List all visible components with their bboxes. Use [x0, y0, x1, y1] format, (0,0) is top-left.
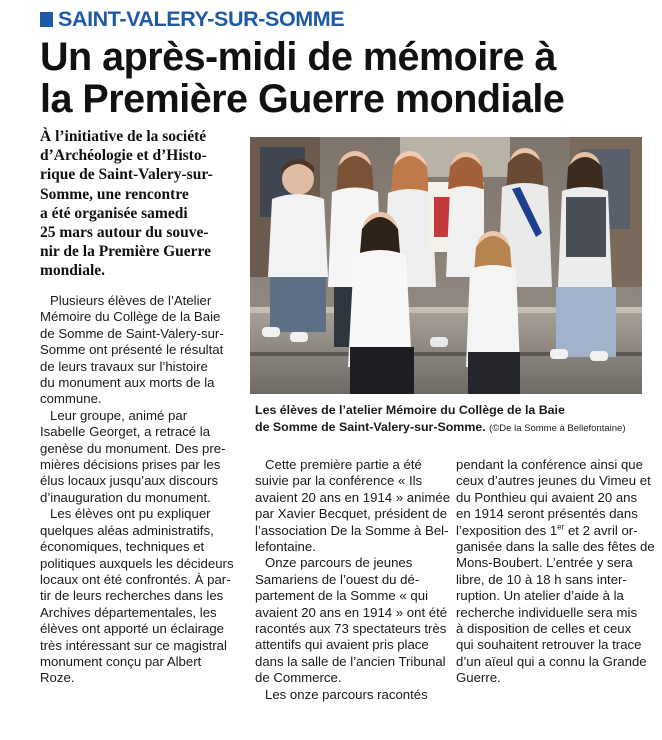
section-square-icon — [40, 12, 53, 27]
text-line: commune. — [40, 391, 102, 407]
text-line: tir de leurs recherches dans les — [40, 588, 224, 604]
headline-line-1: Un après-midi de mémoire à — [40, 35, 557, 79]
body-column-1 — [40, 293, 240, 687]
photo-caption — [255, 402, 655, 437]
text-line: Guerre. — [456, 670, 501, 686]
text-line: genèse du monument. Des pre- — [40, 440, 226, 456]
text-line: Mémoire du Collège de la Baie — [40, 309, 221, 325]
text-line: économiques, techniques et — [40, 539, 205, 555]
text-line: Roze. — [40, 670, 75, 686]
text-line: dans la salle de l’ancien Tribunal — [255, 653, 446, 669]
section-kicker — [40, 6, 344, 32]
text-line: l’association De la Somme à Bel- — [255, 522, 449, 538]
text-line: pendant la conférence ainsi que — [456, 457, 643, 472]
text-line: partement de la Somme « qui — [255, 588, 428, 604]
text-line: racontés aux 73 spectateurs très — [255, 621, 447, 637]
text-line: Mons-Boubert. L’entrée y sera — [456, 555, 633, 571]
article-photo — [250, 137, 642, 394]
text-line: avaient 20 ans en 1914 » ont été — [255, 604, 448, 620]
photo-credit: (©De la Somme à Bellefontaine) — [489, 423, 626, 434]
text-line: ruption. Un atelier d’aide à la — [456, 588, 624, 604]
text-line: mières décisions prises par les — [40, 457, 221, 473]
text-line: Cette première partie a été — [265, 457, 422, 472]
caption-text: de Somme de Saint-Valery-sur-Somme. — [255, 420, 486, 434]
text-line: monument conçu par Albert — [40, 653, 202, 669]
text-line: ganisée dans la salle des fêtes de — [456, 539, 655, 555]
lead-line: mondiale. — [40, 262, 106, 280]
text-fragment: et 2 avril or- — [564, 522, 638, 538]
lead-line: a été organisée samedi — [40, 204, 188, 222]
text-line: attentifs qui avaient pris place — [255, 637, 429, 653]
section-label: SAINT-VALERY-SUR-SOMME — [58, 6, 345, 31]
lead-paragraph — [40, 127, 236, 281]
text-line: recherche individuelle sera mis — [456, 604, 638, 620]
lead-line: nir de la Première Guerre — [40, 243, 212, 261]
text-line: lefontaine. — [255, 539, 316, 555]
text-line: du monument aux morts de la — [40, 375, 215, 391]
headline-line-2: la Première Guerre mondiale — [40, 77, 565, 121]
text-line: à disposition de celles et ceux — [456, 621, 632, 637]
text-line: Les élèves ont pu expliquer — [50, 506, 211, 522]
text-line: libre, de 10 à 18 h sans inter- — [456, 571, 627, 587]
superscript: er — [557, 522, 565, 532]
text-line: quelques aléas administratifs, — [40, 522, 214, 538]
text-line: ceux d’autres jeunes du Vimeu et — [456, 473, 651, 489]
body-column-3 — [456, 457, 656, 687]
text-line: Plusieurs élèves de l’Atelier — [50, 293, 212, 308]
text-line: locaux ont été confrontés. À par- — [40, 571, 231, 587]
lead-line: 25 mars autour du souve- — [40, 224, 209, 242]
text-line: Somme ont présenté le résultat — [40, 342, 224, 358]
text-line: avaient 20 ans en 1914 » animée — [255, 489, 451, 505]
text-line: de Commerce. — [255, 670, 342, 686]
text-line: suivie par la conférence « Ils — [255, 473, 423, 489]
text-line: Isabelle Georget, a retracé la — [40, 424, 211, 440]
body-column-2 — [255, 457, 451, 703]
text-line: de Somme de Saint-Valery-sur- — [40, 325, 224, 341]
text-line: Samariens de l’ouest du dé- — [255, 571, 420, 587]
text-line: Les onze parcours racontés — [265, 686, 428, 702]
text-line — [456, 523, 656, 539]
caption-line-1: Les élèves de l’atelier Mémoire du Collège de la Baie — [255, 403, 565, 417]
lead-line: Somme, une rencontre — [40, 185, 189, 203]
text-fragment: l’exposition des 1 — [456, 522, 558, 538]
text-line: très intéressant sur ce magistral — [40, 637, 227, 653]
text-line: élèves ont apporté un éclairage — [40, 621, 225, 637]
text-line: Leur groupe, animé par — [50, 407, 188, 423]
lead-line: À l’initiative de la société — [40, 128, 207, 145]
text-line: politiques auxquels les décideurs — [40, 555, 234, 571]
students-photo-illustration — [250, 137, 642, 394]
lead-line: d’Archéologie et d’Histo- — [40, 147, 207, 165]
text-line: de leurs travaux sur l’histoire — [40, 358, 208, 374]
text-line: d’inauguration du monument. — [40, 489, 211, 505]
text-line: Archives départementales, les — [40, 604, 217, 620]
text-line: par Xavier Becquet, président de — [255, 506, 448, 522]
text-line: élus locaux jusqu’aux discours — [40, 473, 219, 489]
text-line: Onze parcours de jeunes — [265, 555, 413, 571]
text-line: du Ponthieu qui avaient 20 ans — [456, 489, 638, 505]
lead-line: rique de Saint-Valery-sur- — [40, 166, 213, 184]
text-line: d’un aïeul qui a connu la Grande — [456, 653, 647, 669]
headline — [40, 36, 660, 120]
text-line: qui souhaitent retrouver la trace — [456, 637, 642, 653]
caption-line-2 — [255, 419, 655, 437]
text-line: en 1914 seront présentés dans — [456, 506, 638, 522]
